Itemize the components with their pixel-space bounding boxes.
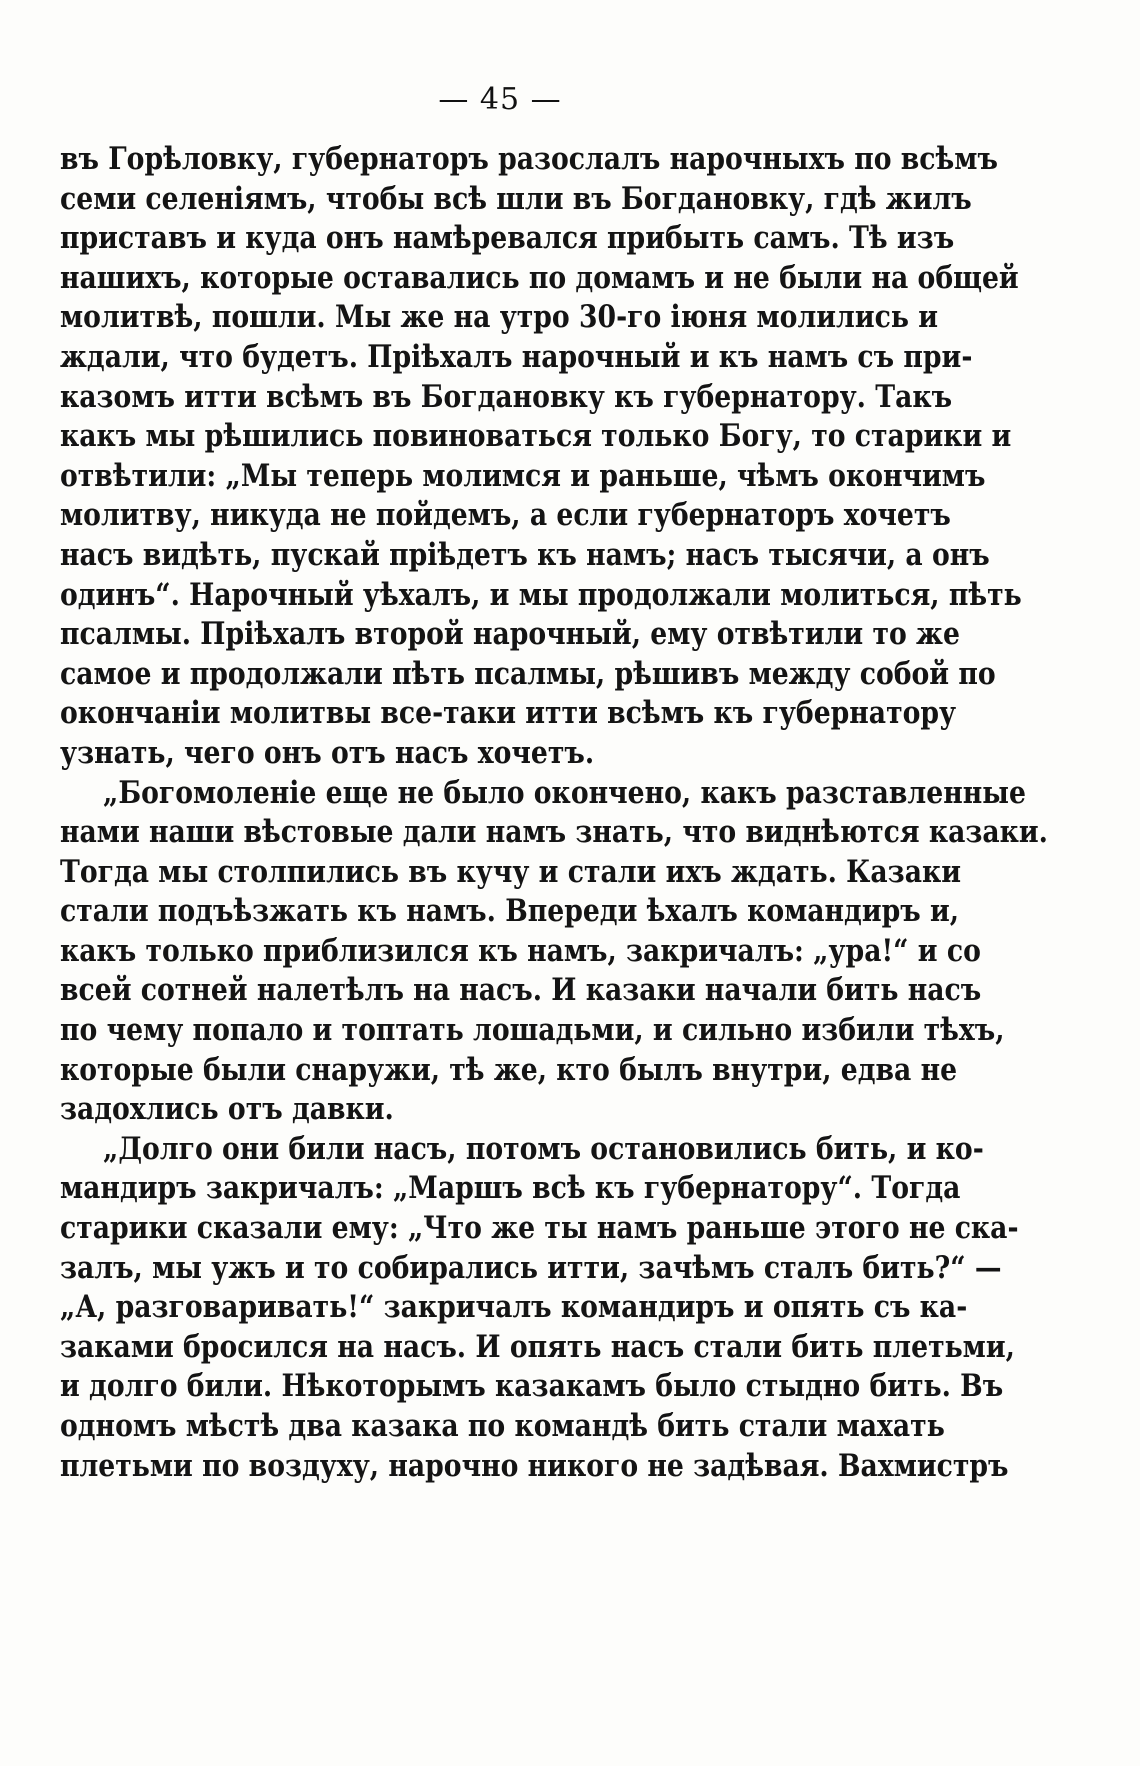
text-line: самое и продолжали пѣть псалмы, рѣшивъ между собой по [60, 655, 996, 692]
text-line: и долго били. Нѣкоторымъ казакамъ было стыдно бить. Въ [60, 1368, 1004, 1405]
text-line: въ Горѣловку, губернаторъ разослалъ нарочныхъ по всѣмъ [60, 141, 998, 177]
page-number: — 45 — [438, 82, 562, 117]
paragraph [60, 1130, 1019, 1486]
text-line: Тогда мы столпились въ кучу и стали ихъ ждать. Казаки [60, 853, 962, 890]
text-line: заками бросился на насъ. И опять насъ стали бить плетьми, [60, 1328, 1015, 1365]
text-line: окончаніи молитвы все-таки итти всѣмъ къ губернатору [60, 695, 957, 732]
text-line: мандиръ закричалъ: „Маршъ всѣ къ губернатору“. Тогда [60, 1170, 961, 1207]
text-line: стали подъѣзжать къ намъ. Впереди ѣхалъ командиръ и, [60, 893, 960, 930]
text-line: молитвѣ, пошли. Мы же на утро 30-го іюня молились и [60, 299, 938, 336]
text-line: по чему попало и топтать лошадьми, и сильно избили тѣхъ, [60, 1012, 1005, 1049]
text-line: нашихъ, которые оставались по домамъ и не были на общей [60, 259, 1019, 296]
text-line: старики сказали ему: „Что же ты намъ раньше этого не ска- [60, 1210, 1019, 1247]
text-line: „Богомоленіе еще не было окончено, какъ разставленные [103, 774, 1026, 811]
text-line: „А, разговаривать!“ закричалъ командиръ и опять съ ка- [60, 1289, 968, 1326]
text-line: насъ видѣть, пускай пріѣдетъ къ намъ; насъ тысячи, а онъ [60, 536, 990, 573]
text-line: залъ, мы ужъ и то собирались итти, зачѣмъ сталъ бить?“ — [60, 1249, 1002, 1286]
text-line: „Долго они били насъ, потомъ остановились бить, и ко- [103, 1130, 984, 1167]
paragraph [60, 774, 1048, 1130]
text-line: плетьми по воздуху, нарочно никого не задѣвая. Вахмистръ [60, 1447, 1009, 1484]
text-line: всей сотней налетѣлъ на насъ. И казаки начали бить насъ [60, 972, 982, 1009]
text-line: молитву, никуда не пойдемъ, а если губернаторъ хочетъ [60, 497, 951, 534]
body-text [60, 140, 1048, 1486]
text-line: отвѣтили: „Мы теперь молимся и раньше, чѣмъ окончимъ [60, 457, 986, 494]
text-line: нами наши вѣстовые дали намъ знать, что виднѣются казаки. [60, 814, 1048, 851]
text-line: задохлись отъ давки. [60, 1091, 394, 1128]
text-line: которые были снаружи, тѣ же, кто былъ внутри, едва не [60, 1051, 958, 1088]
text-line: ждали, что будетъ. Пріѣхалъ нарочный и къ намъ съ при- [60, 338, 973, 375]
text-line: одинъ“. Нарочный уѣхалъ, и мы продолжали молиться, пѣть [60, 576, 1022, 613]
text-line: казомъ итти всѣмъ въ Богдановку къ губернатору. Такъ [60, 378, 953, 415]
text-line: узнать, чего онъ отъ насъ хочетъ. [60, 734, 595, 771]
text-line: семи селеніямъ, чтобы всѣ шли въ Богдановку, гдѣ жилъ [60, 180, 972, 217]
text-line: псалмы. Пріѣхалъ второй нарочный, ему отвѣтили то же [60, 616, 960, 653]
text-line: приставъ и куда онъ намѣревался прибыть самъ. Тѣ изъ [60, 220, 955, 257]
text-line: какъ только приблизился къ намъ, закричалъ: „ура!“ и со [60, 932, 981, 969]
text-line: какъ мы рѣшились повиноваться только Богу, то старики и [60, 418, 1012, 455]
text-line: одномъ мѣстѣ два казака по командѣ бить стали махать [60, 1408, 945, 1444]
paragraph [60, 140, 1022, 774]
